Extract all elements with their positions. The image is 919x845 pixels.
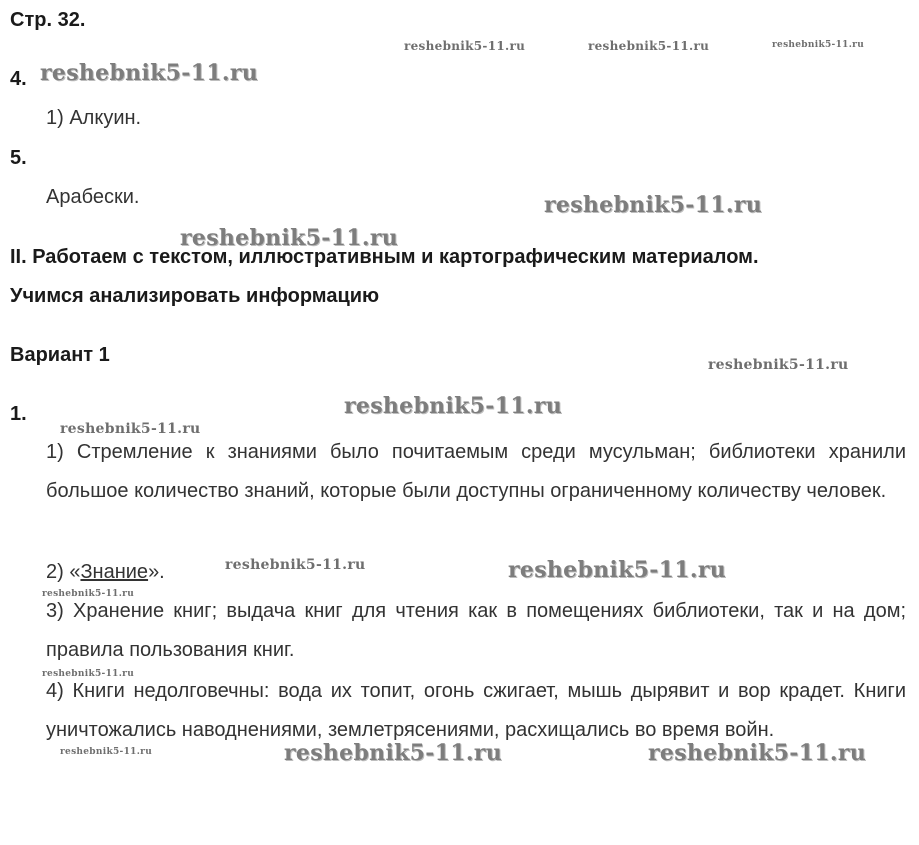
watermark: reshebnik5-11.ru	[772, 40, 865, 50]
watermark: reshebnik5-11.ru	[60, 421, 201, 437]
answer-2-word: Знание	[80, 561, 149, 583]
answer-2-prefix: 2) «	[46, 561, 81, 583]
task-1-answer-2	[46, 553, 906, 592]
watermark: reshebnik5-11.ru	[404, 39, 526, 53]
page-label: Стр. 32.	[10, 9, 86, 31]
task-1-answer-1: 1) Стремление к знаниями было почитаемым среди мусульман; библиотеки хранили большое количество знаний, которые были доступны ограниченному количеству человек.	[46, 441, 906, 502]
watermark: reshebnik5-11.ru	[180, 225, 399, 251]
section-subtitle: Учимся анализировать информацию	[10, 285, 380, 307]
watermark: reshebnik5-11.ru	[648, 740, 867, 766]
watermark: reshebnik5-11.ru	[225, 557, 366, 573]
watermark: reshebnik5-11.ru	[588, 39, 710, 53]
watermark: reshebnik5-11.ru	[42, 669, 135, 679]
task-1-number: 1.	[10, 403, 27, 425]
watermark: reshebnik5-11.ru	[40, 60, 259, 86]
variant-heading: Вариант 1	[10, 344, 110, 366]
watermark: reshebnik5-11.ru	[42, 589, 135, 599]
watermark: reshebnik5-11.ru	[508, 557, 727, 583]
question-5-answer: Арабески.	[46, 186, 140, 208]
question-5-number: 5.	[10, 147, 27, 169]
watermark: reshebnik5-11.ru	[284, 740, 503, 766]
task-1-answer-3: 3) Хранение книг; выдача книг для чтения как в помещениях библиотеки, так и на дом; правила пользования книг.	[46, 600, 906, 661]
watermark: reshebnik5-11.ru	[344, 393, 563, 419]
answer-2-suffix: ».	[148, 561, 165, 583]
section-title: II. Работаем с текстом, иллюстративным и картографическим материалом.	[10, 246, 759, 268]
watermark: reshebnik5-11.ru	[544, 192, 763, 218]
question-4-number: 4.	[10, 68, 27, 90]
watermark: reshebnik5-11.ru	[708, 357, 849, 373]
question-4-answer: 1) Алкуин.	[46, 107, 142, 129]
task-1-answer-4: 4) Книги недолговечны: вода их топит, огонь сжигает, мышь дырявит и вор крадет. Книги уничтожались наводнениями, землетрясениями, расхищались во время войн.	[46, 680, 906, 741]
watermark: reshebnik5-11.ru	[60, 747, 153, 757]
